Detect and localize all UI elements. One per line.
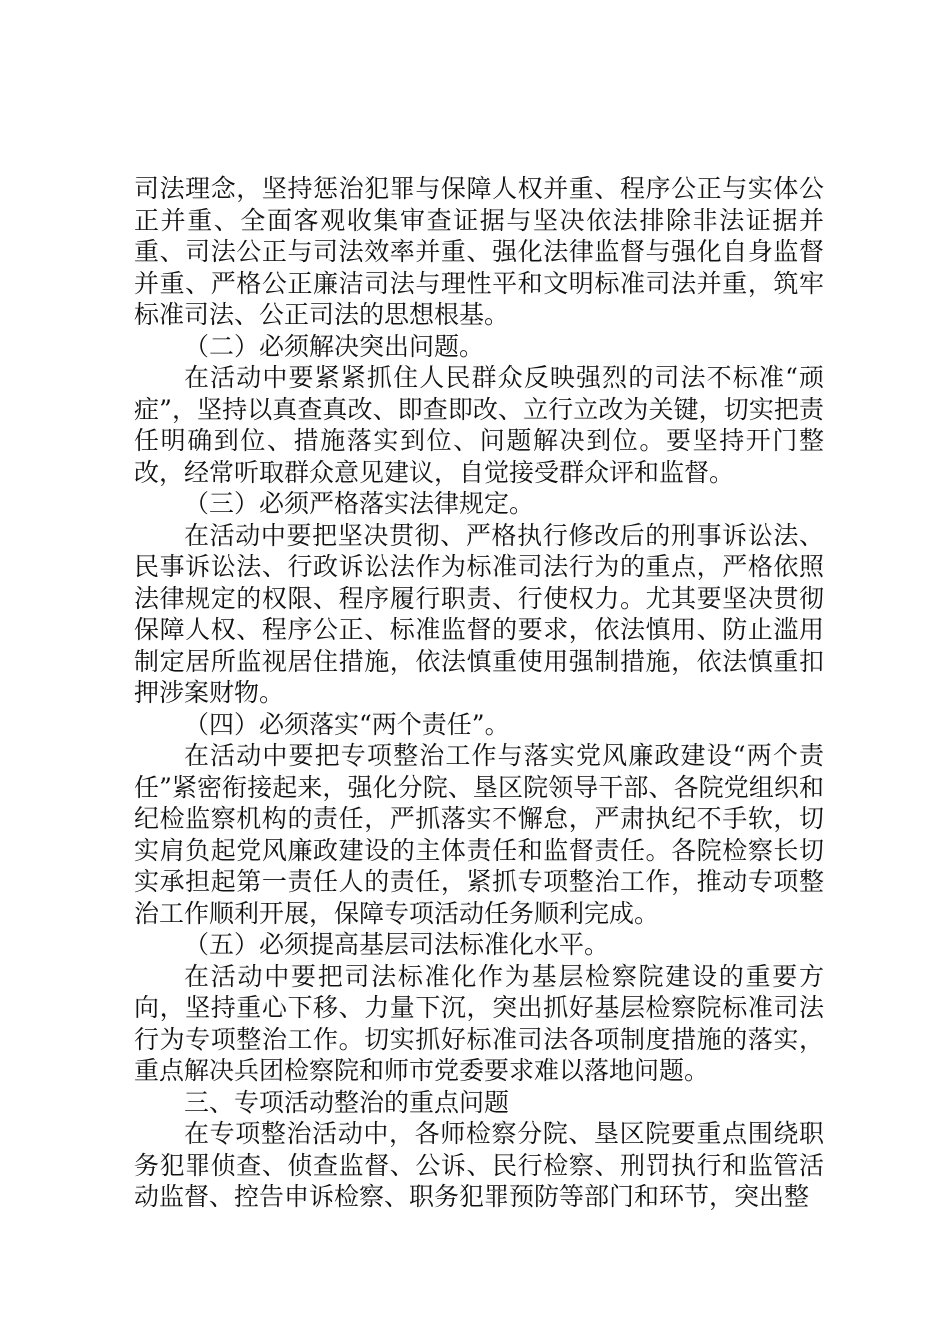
paragraph: 在专项整治活动中，各师检察分院、垦区院要重点围绕职务犯罪侦查、侦查监督、公诉、民行检察、刑罚执行和监管活动监督、控告申诉检察、职务犯罪预防等部门和环节，突出整	[134, 1119, 824, 1211]
section-heading-two: （二）必须解决突出问题。	[184, 331, 485, 361]
document-body	[134, 173, 824, 1213]
chapter-heading-three: 三、专项活动整治的重点问题	[184, 1087, 510, 1117]
paragraph-continuation: 司法理念，坚持惩治犯罪与保障人权并重、程序公正与实体公正并重、全面客观收集审查证据与坚决依法排除非法证据并重、司法公正与司法效率并重、强化法律监督与强化自身监督并重、严格公正廉洁司法与理性平和文明标准司法并重，筑牢标准司法、公正司法的思想根基。	[134, 174, 824, 329]
section-heading-three: （三）必须严格落实法律规定。	[184, 489, 535, 518]
section-heading-four: （四）必须落实“两个责任”。	[184, 709, 510, 739]
paragraph: 在活动中要把坚决贯彻、严格执行修改后的刑事诉讼法、民事诉讼法、行政诉讼法作为标准司法行为的重点，严格依照法律规定的权限、程序履行职责、行使权力。尤其要坚决贯彻保障人权、程序公正、标准监督的要求，依法慎用、防止滥用制定居所监视居住措施，依法慎重使用强制措施，依法慎重扣押涉案财物。	[134, 520, 824, 707]
paragraph: 在活动中要把司法标准化作为基层检察院建设的重要方向，坚持重心下移、力量下沉，突出抓好基层检察院标准司法行为专项整治工作。切实抓好标准司法各项制度措施的落实，重点解决兵团检察院和师市党委要求难以落地问题。	[134, 961, 824, 1085]
paragraph: 在活动中要把专项整治工作与落实党风廉政建设“两个责任”紧密衔接起来，强化分院、垦区院领导干部、各院党组织和纪检监察机构的责任，严抓落实不懈怠，严肃执纪不手软，切实肩负起党风廉政建设的主体责任和监督责任。各院检察长切实承担起第一责任人的责任，紧抓专项整治工作，推动专项整治工作顺利开展，保障专项活动任务顺利完成。	[134, 741, 824, 928]
section-heading-five: （五）必须提高基层司法标准化水平。	[184, 930, 610, 959]
paragraph: 在活动中要紧紧抓住人民群众反映强烈的司法不标准“顽症”，坚持以真查真改、即查即改、立行立改为关键，切实把责任明确到位、措施落实到位、问题解决到位。要坚持开门整改，经常听取群众意见建议，自觉接受群众评和监督。	[134, 363, 824, 487]
